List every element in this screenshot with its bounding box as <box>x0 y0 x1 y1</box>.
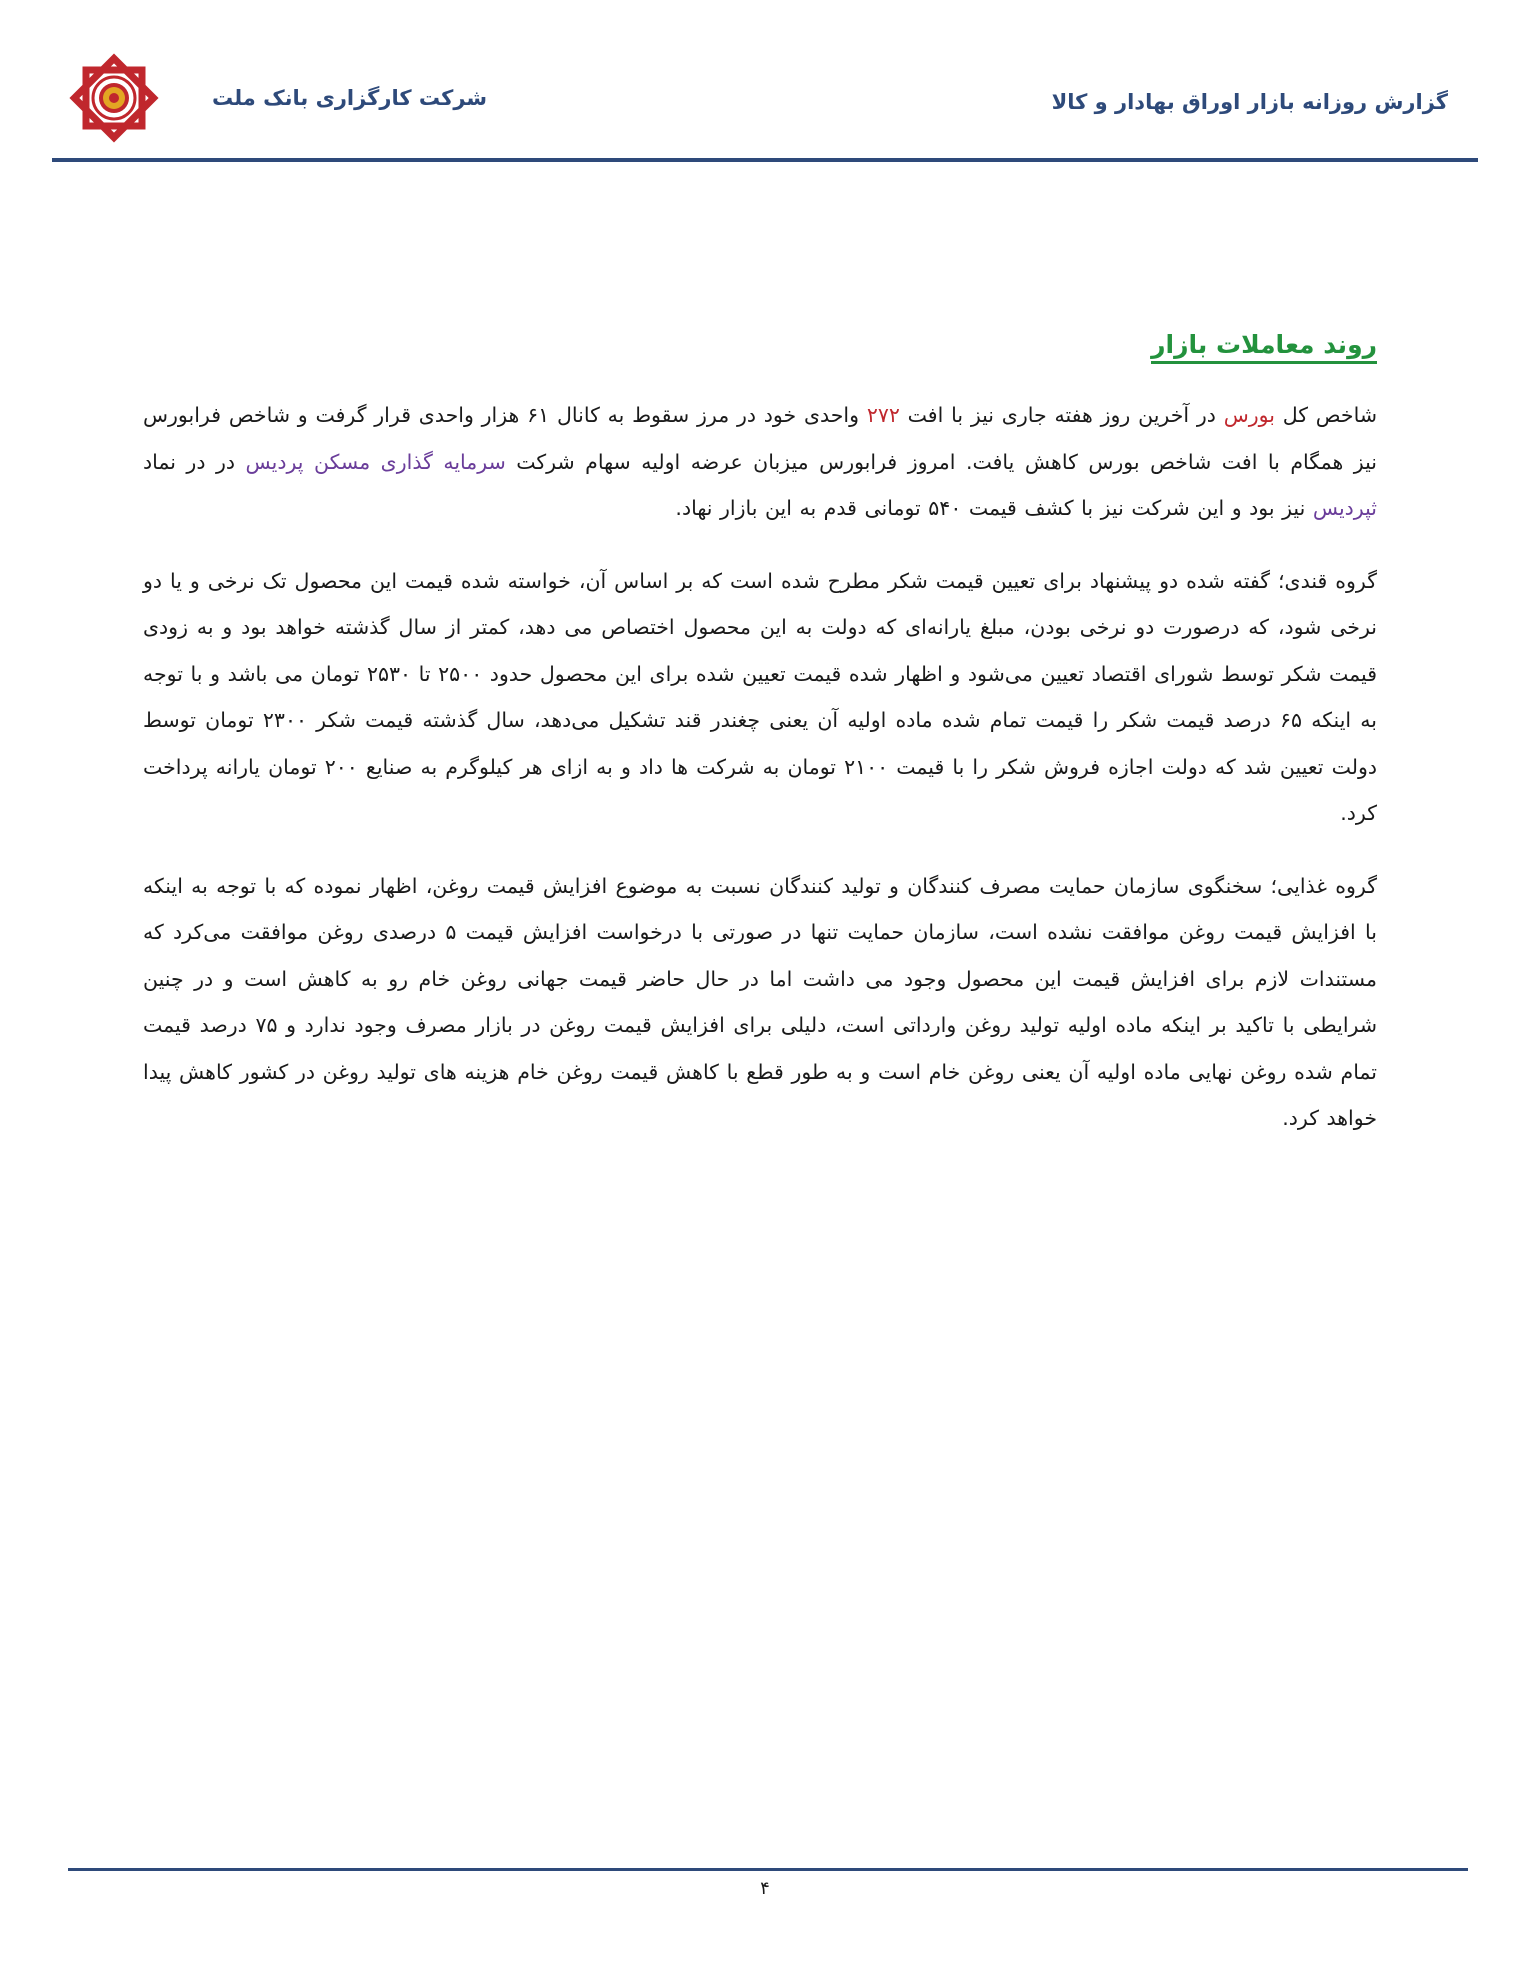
page-header <box>52 40 1478 162</box>
bank-mellat-logo-icon <box>64 48 164 148</box>
highlight-index-drop: ۲۷۲ <box>866 403 900 427</box>
report-title: گزارش روزانه بازار اوراق بهادار و کالا <box>1051 90 1448 114</box>
paragraph-food-group: گروه غذایی؛ سخنگوی سازمان حمایت مصرف کنندگان و تولید کنندگان نسبت به موضوع افزایش قیمت روغن، اظهار نموده که با توجه به اینکه با افزایش قیمت روغن موافقت نشده است، سازمان حمایت تنها در صورتی با درخواست افزایش قیمت ۵ درصدی روغن موافقت می‌کرد که مستندات لازم برای افزایش قیمت این محصول وجود می داشت اما در حال حاضر قیمت جهانی روغن خام رو به کاهش است و در چنین شرایطی با تاکید بر اینکه ماده اولیه تولید روغن وارداتی است، دلیلی برای افزایش قیمت روغن در بازار مصرف وجود ندارد و ۷۵ درصد قیمت تمام شده روغن نهایی ماده اولیه آن یعنی روغن خام است و به طور قطع با کاهش قیمت روغن خام هزینه های تولید روغن در کشور کاهش پیدا خواهد کرد. <box>143 873 1377 1130</box>
footer-divider <box>68 1868 1468 1871</box>
p1-text-5: نیز بود و این شرکت نیز با کشف قیمت ۵۴۰ تومانی قدم به این بازار نهاد. <box>675 496 1313 520</box>
paragraph-sugar-group: گروه قندی؛ گفته شده دو پیشنهاد برای تعیین قیمت شکر مطرح شده است که بر اساس آن، خواسته شده قیمت این محصول تک نرخی و یا دو نرخی شود، که درصورت دو نرخی بودن، مبلغ یارانه‌ای که دولت به این محصول اختصاص می دهد، کمتر از سال گذشته خواهد بود و به زودی قیمت شکر توسط شورای اقتصاد تعیین می‌شود و اظهار شده قیمت تعیین شده برای این محصول حدود ۲۵۰۰ تا ۲۵۳۰ تومان می باشد و با توجه به اینکه ۶۵ درصد قیمت شکر را قیمت تمام شده ماده اولیه آن یعنی چغندر قند تشکیل می‌دهد، سال گذشته قیمت شکر ۲۳۰۰ تومان توسط دولت تعیین شد که دولت اجازه فروش شکر را با قیمت ۲۱۰۰ تومان به شرکت ها داد و به ازای هر کیلوگرم به صنایع ۲۰۰ تومان یارانه پرداخت کرد. <box>143 568 1377 825</box>
paragraph-market-index <box>143 392 1377 532</box>
page-number: ۴ <box>760 1878 770 1899</box>
p1-text-4: در در نماد <box>143 449 246 474</box>
section-heading-wrap <box>143 330 1377 392</box>
p1-text-1: شاخص کل <box>1274 403 1377 427</box>
p1-text-3: واحدی خود در مرز سقوط به کانال ۶۱ هزار واحدی قرار گرفت و شاخص فرابورس نیز همگام با افت شاخص بورس کاهش یافت. امروز فرابورس میزبان عرضه اولیه سهام شرکت <box>143 403 1377 474</box>
highlight-symbol: ثپردیس <box>1312 496 1377 520</box>
main-content <box>143 330 1377 1168</box>
highlight-company-name: سرمایه گذاری مسکن پردیس <box>245 449 506 474</box>
highlight-bourse: بورس <box>1223 403 1275 427</box>
p1-text-2: در آخرین روز هفته جاری نیز با افت <box>899 403 1224 427</box>
company-name: شرکت کارگزاری بانک ملت <box>212 86 488 110</box>
section-title: روند معاملات بازار <box>1151 330 1377 364</box>
